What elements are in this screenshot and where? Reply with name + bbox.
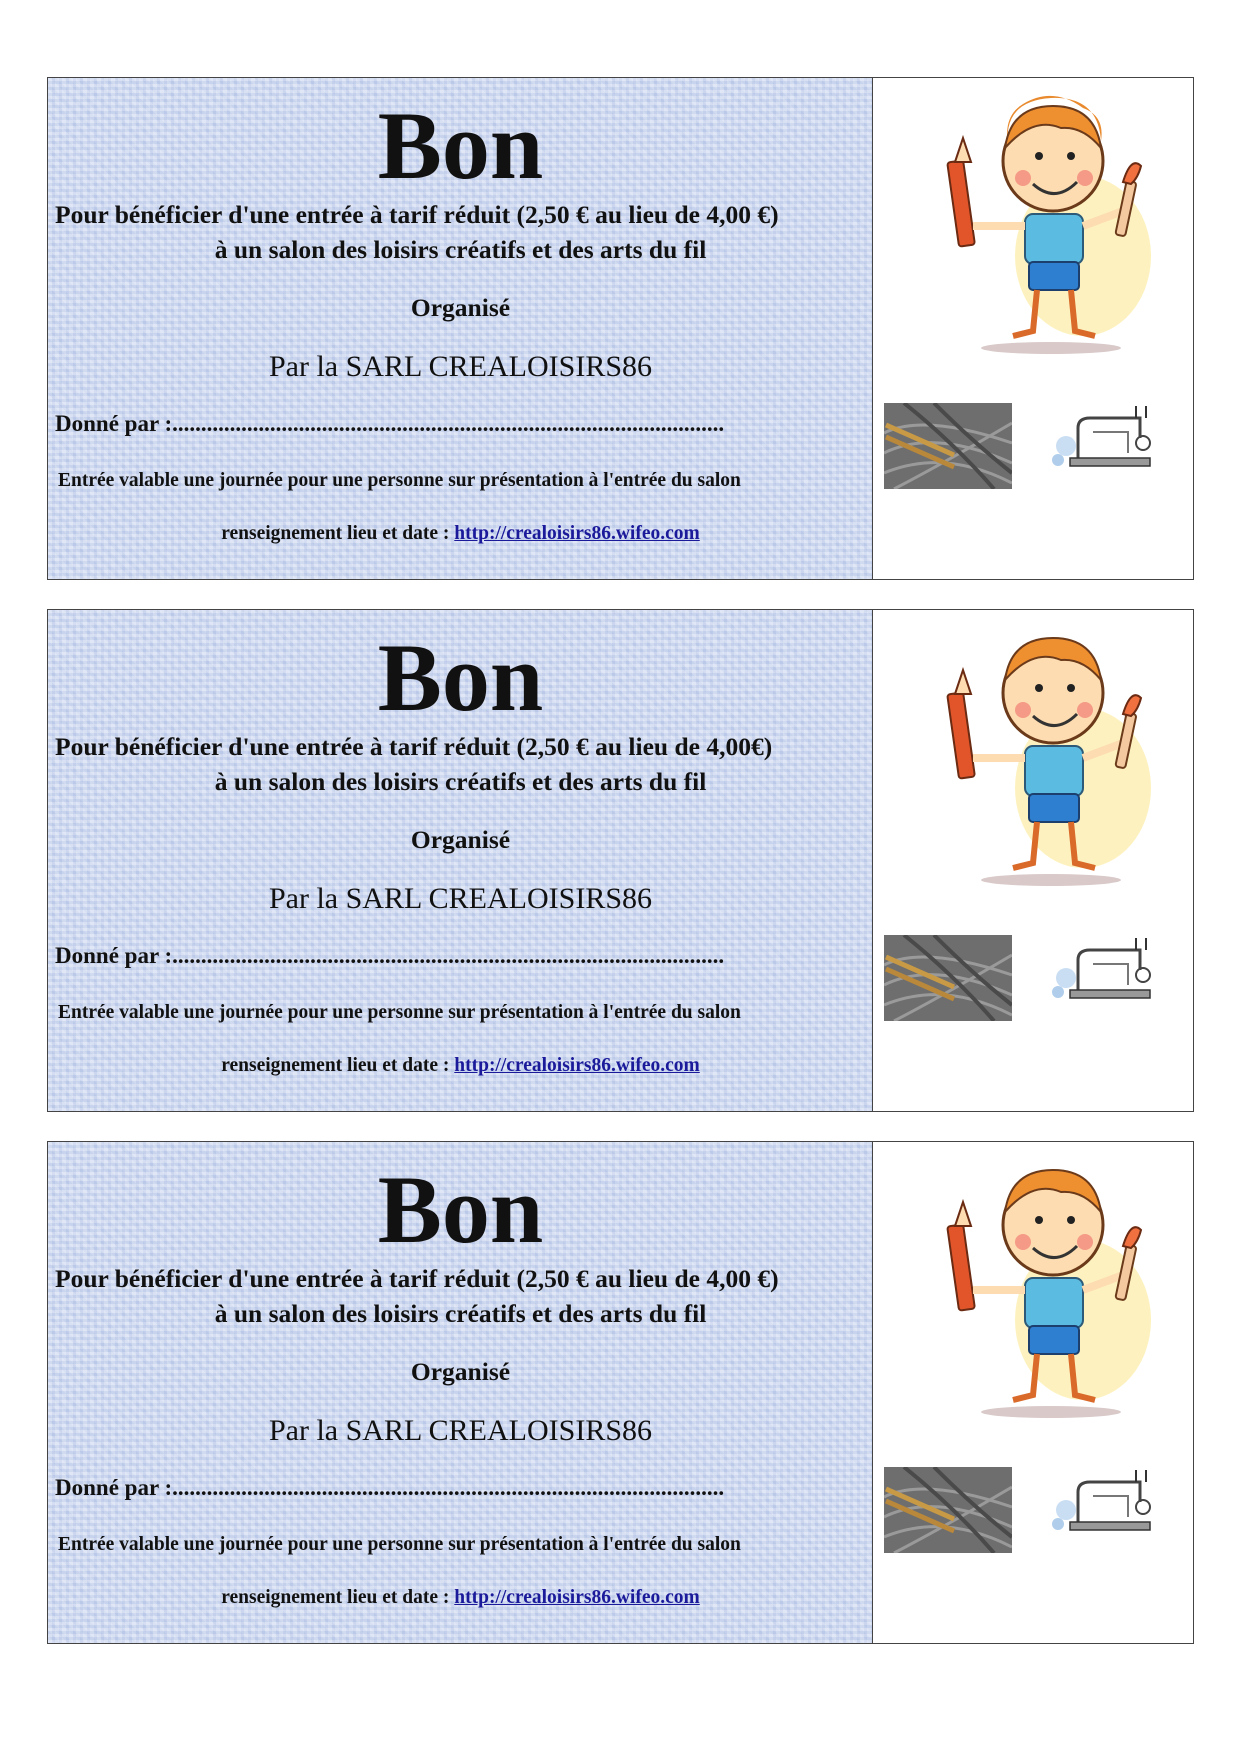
- coupon-text-panel: [48, 1142, 873, 1643]
- validity-note: Entrée valable une journée pour une personne sur présentation à l'entrée du salon: [58, 1534, 741, 1555]
- coupon-3: [47, 1141, 1194, 1644]
- coupon-1: [47, 77, 1194, 580]
- website-link[interactable]: http://crealoisirs86.wifeo.com: [454, 523, 700, 544]
- organise-label: Organisé: [410, 1357, 511, 1386]
- info-label: renseignement lieu et date :: [221, 523, 455, 544]
- organizer-line: Par la SARL CREALOISIRS86: [268, 882, 653, 915]
- coupon-2: [47, 609, 1194, 1112]
- coupon-image-panel: [873, 610, 1193, 1111]
- offer-line: Pour bénéficier d'une entrée à tarif réduit (2,50 € au lieu de 4,00 €): [55, 200, 779, 229]
- validity-note: Entrée valable une journée pour une personne sur présentation à l'entrée du salon: [58, 1002, 741, 1023]
- coupon-text-panel: [48, 610, 873, 1111]
- donne-par-field: Donné par :................................................................................................: [55, 943, 725, 968]
- organise-label: Organisé: [410, 293, 511, 322]
- boy-illustration-icon: [933, 618, 1163, 893]
- website-link[interactable]: http://crealoisirs86.wifeo.com: [454, 1055, 700, 1076]
- organizer-line: Par la SARL CREALOISIRS86: [268, 1414, 653, 1447]
- donne-par-field: Donné par :................................................................................................: [55, 411, 725, 436]
- organise-label: Organisé: [410, 825, 511, 854]
- sewing-machine-icon: [1048, 1462, 1160, 1542]
- coupon-image-panel: [873, 1142, 1193, 1643]
- info-line: [48, 523, 873, 545]
- boy-illustration-icon: [933, 86, 1163, 361]
- boy-illustration-icon: [933, 1150, 1163, 1425]
- yarn-needles-icon: [884, 935, 1012, 1021]
- offer-line: Pour bénéficier d'une entrée à tarif réduit (2,50 € au lieu de 4,00 €): [55, 1264, 779, 1293]
- info-line: [48, 1055, 873, 1077]
- coupon-image-panel: [873, 78, 1193, 579]
- event-line: à un salon des loisirs créatifs et des arts du fil: [214, 767, 707, 796]
- coupon-title: Bon: [377, 624, 544, 731]
- website-link[interactable]: http://crealoisirs86.wifeo.com: [454, 1587, 700, 1608]
- sewing-machine-icon: [1048, 930, 1160, 1010]
- sewing-machine-icon: [1048, 398, 1160, 478]
- info-line: [48, 1587, 873, 1609]
- coupon-title: Bon: [377, 1156, 544, 1263]
- coupon-text-panel: [48, 78, 873, 579]
- validity-note: Entrée valable une journée pour une personne sur présentation à l'entrée du salon: [58, 470, 741, 491]
- donne-par-field: Donné par :................................................................................................: [55, 1475, 725, 1500]
- info-label: renseignement lieu et date :: [221, 1055, 455, 1076]
- yarn-needles-icon: [884, 403, 1012, 489]
- event-line: à un salon des loisirs créatifs et des arts du fil: [214, 235, 707, 264]
- event-line: à un salon des loisirs créatifs et des arts du fil: [214, 1299, 707, 1328]
- info-label: renseignement lieu et date :: [221, 1587, 455, 1608]
- coupon-title: Bon: [377, 92, 544, 199]
- organizer-line: Par la SARL CREALOISIRS86: [268, 350, 653, 383]
- yarn-needles-icon: [884, 1467, 1012, 1553]
- offer-line: Pour bénéficier d'une entrée à tarif réduit (2,50 € au lieu de 4,00€): [55, 732, 773, 761]
